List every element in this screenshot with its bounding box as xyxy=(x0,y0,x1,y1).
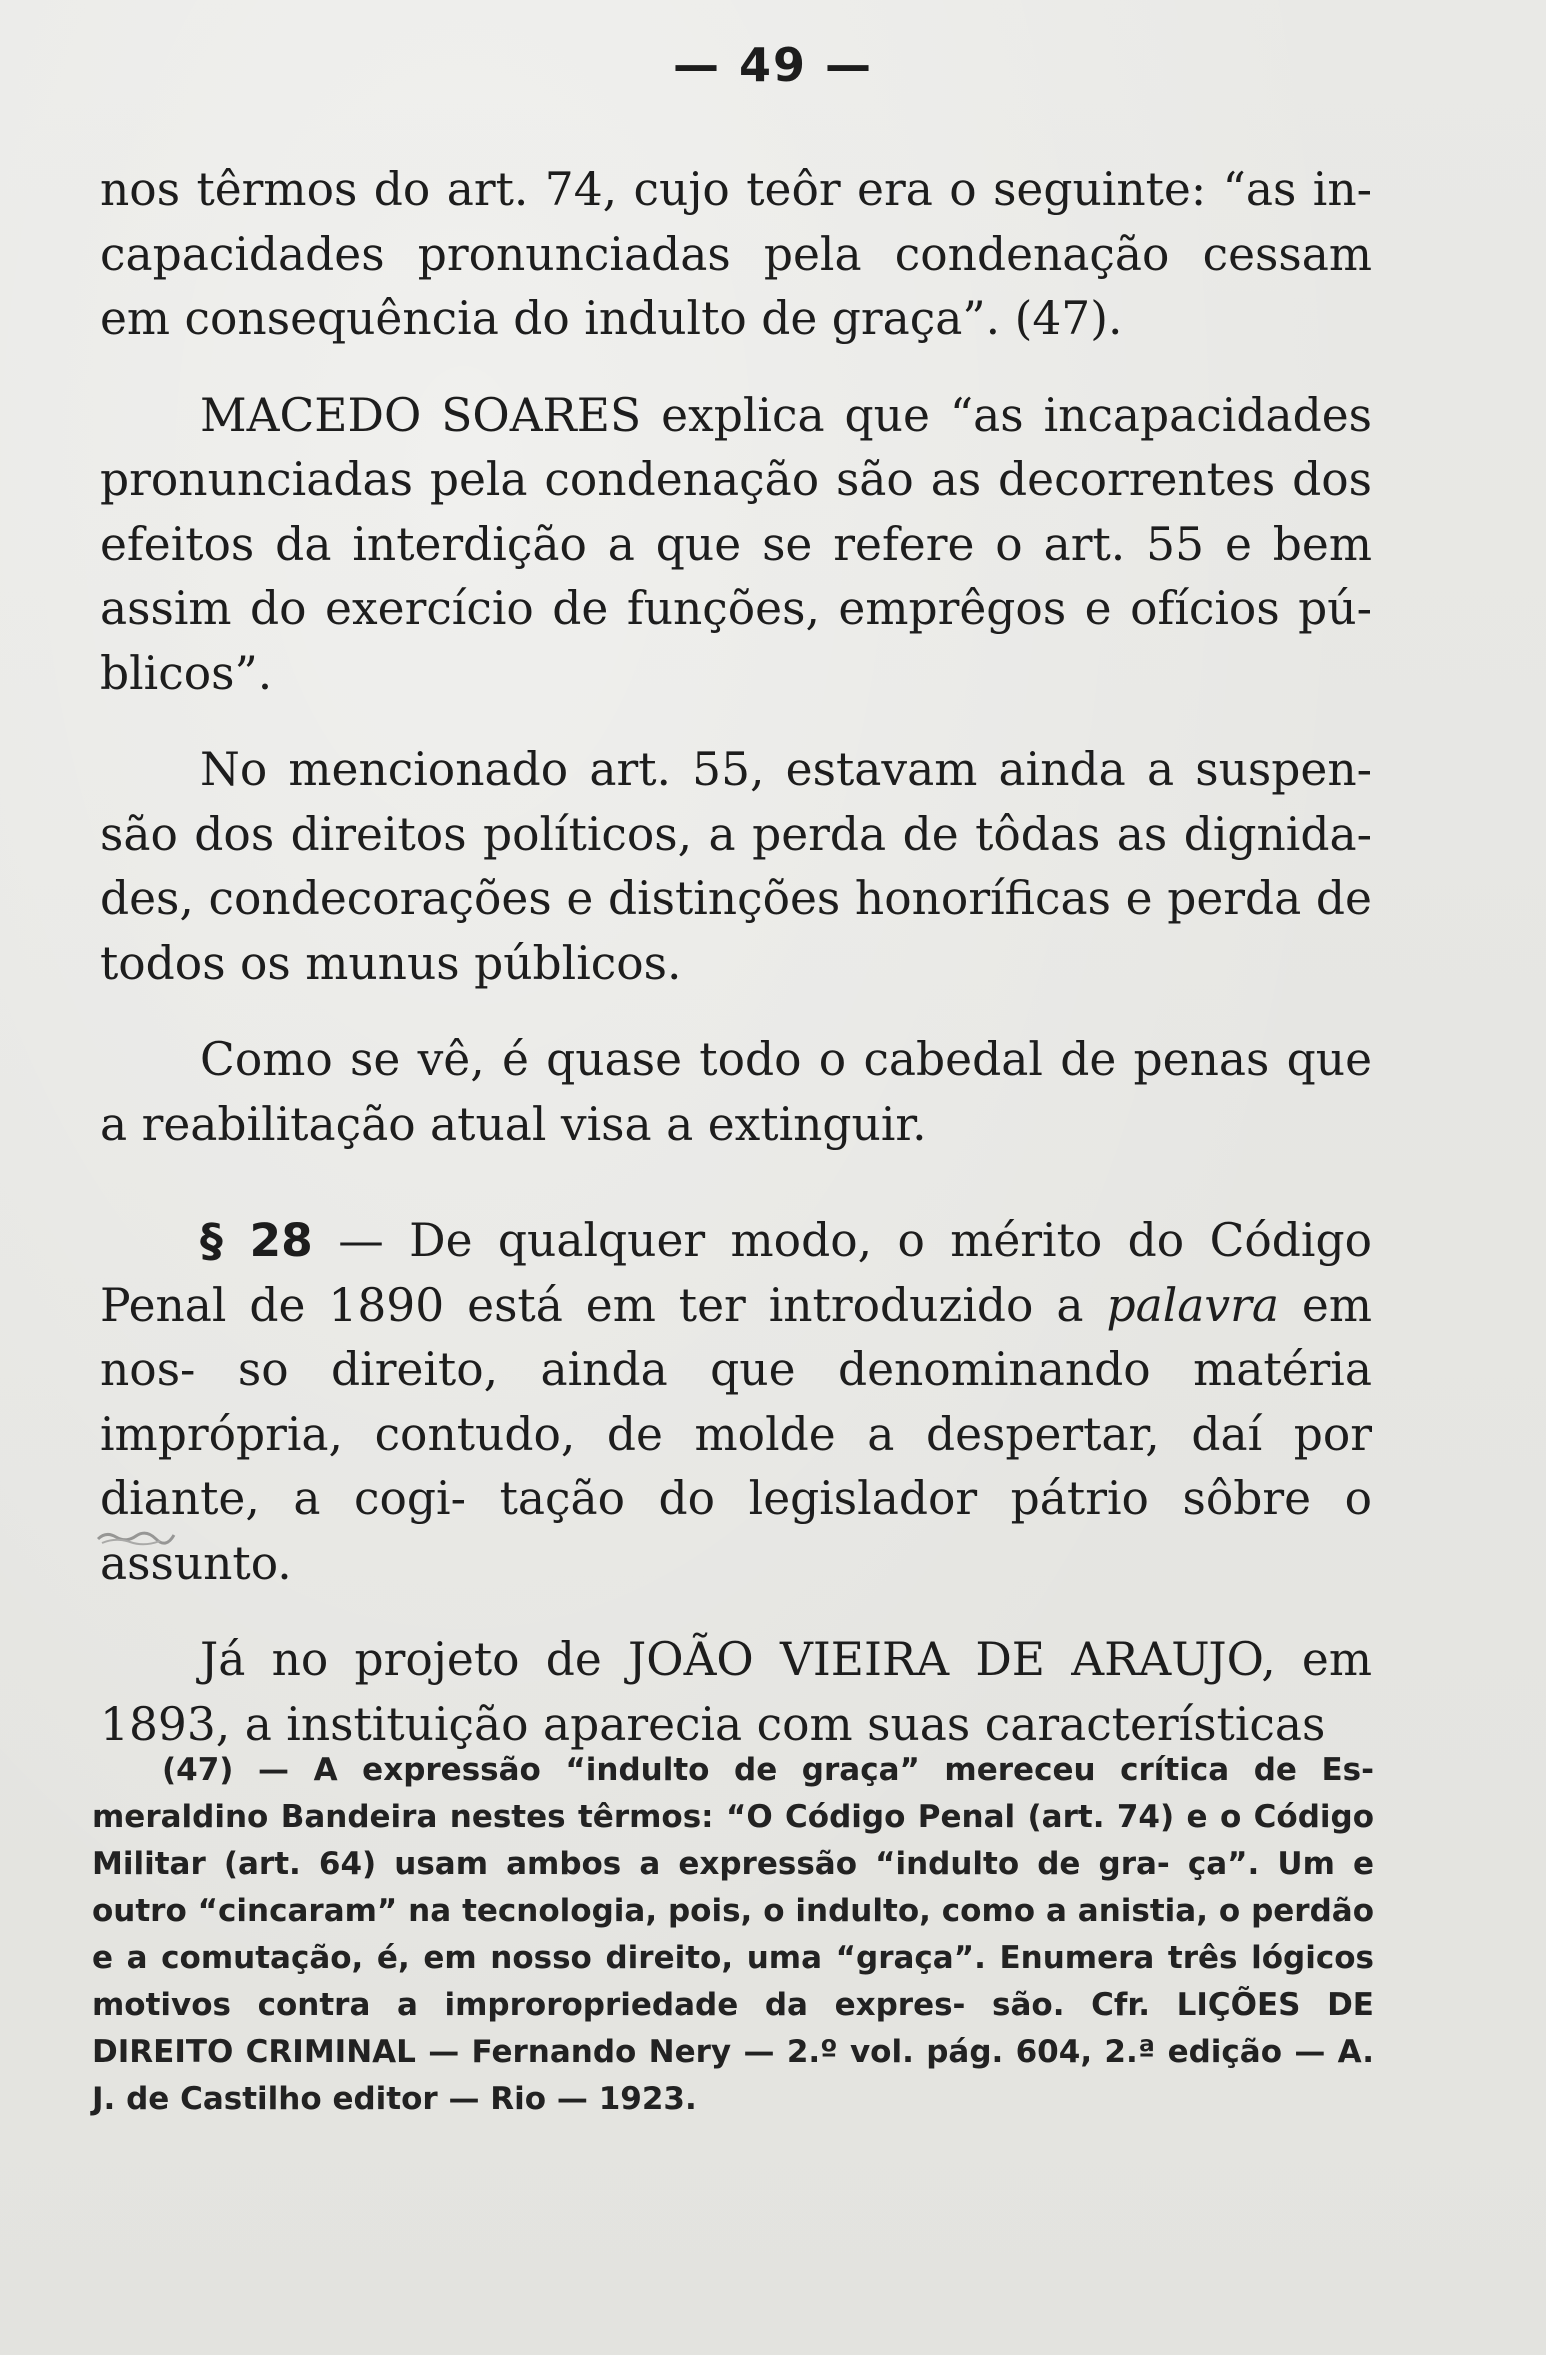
body-text xyxy=(100,158,1372,1789)
footnote-line: são. Cfr. LIÇÕES DE DIREITO CRIMINAL — Fernando Nery — xyxy=(92,1987,1374,2070)
text-line: a reabilitação atual visa a extinguir. xyxy=(100,1097,927,1151)
text-line: Já no projeto de JOÃO VIEIRA DE ARAUJO, em xyxy=(200,1633,1372,1686)
text-line: assim do exercício de funções, emprêgos e ofícios pú- xyxy=(100,582,1372,635)
paragraph-3 xyxy=(100,738,1372,996)
footnote-line: 1923. xyxy=(598,2081,697,2117)
text-line: pronunciadas pela condenação são as decorrentes dos xyxy=(100,453,1372,506)
paragraph-2 xyxy=(100,384,1372,707)
ink-smudge xyxy=(96,1527,176,1547)
paragraph-1 xyxy=(100,158,1372,352)
text-line: capacidades pronunciadas pela condenação cessam em xyxy=(100,227,1372,345)
footnote-line: (47) — A expressão “indulto de graça” mereceu crítica de Es- xyxy=(162,1752,1374,1788)
text-line: efeitos da interdição a que se refere o art. 55 e bem xyxy=(100,517,1372,571)
text-line: Penal de 1890 está em ter introduzido a xyxy=(100,1278,1107,1332)
text-line: em nos- xyxy=(100,1278,1372,1396)
text-line: tação do legislador pátrio sôbre o assunto. xyxy=(100,1472,1372,1590)
text-line: contudo, de molde a despertar, daí por diante, a cogi- xyxy=(100,1407,1372,1525)
paragraph-6 xyxy=(100,1628,1372,1757)
text-line: MACEDO SOARES explica que “as incapacidades xyxy=(200,388,1372,442)
footnote-line: Código Militar (art. 64) usam ambos a expressão “indulto de gra- xyxy=(92,1799,1374,1882)
paragraph-4 xyxy=(100,1028,1372,1157)
footnote-line: meraldino Bandeira nestes têrmos: “O Código Penal (art. 74) e o xyxy=(92,1799,1242,1835)
text-line: blicos”. xyxy=(100,646,273,700)
text-line: des, condecorações e distinções honoríficas e perda de xyxy=(100,872,1372,925)
footnote-line: 2.º vol. pág. 604, 2.ª edição — A. J. de Castilho editor — Rio — xyxy=(92,2034,1375,2117)
footnote-line: ça”. Um e outro “cincaram” na tecnologia, pois, o indulto, como a xyxy=(92,1846,1375,1929)
text-line: nos têrmos do art. 74, cujo teôr era o seguinte: “as in- xyxy=(100,163,1372,216)
text-line: 1893, a instituição aparecia com suas características xyxy=(100,1697,1326,1751)
page-number: — 49 — xyxy=(672,38,874,92)
text-line: No mencionado art. 55, estavam ainda a suspen- xyxy=(200,743,1372,796)
text-line: Como se vê, é quase todo o cabedal de penas que xyxy=(200,1033,1372,1086)
footnote-47 xyxy=(92,1747,1374,2123)
text-line: so direito, ainda que denominando matéria imprópria, xyxy=(100,1343,1372,1461)
footnote-line: Enumera três lógicos motivos contra a improropriedade da expres- xyxy=(92,1940,1374,2023)
text-line: são dos direitos políticos, a perda de tôdas as dignida- xyxy=(100,807,1372,861)
paragraph-section-28 xyxy=(100,1209,1372,1596)
text-line: todos os munus públicos. xyxy=(100,936,682,990)
text-line: consequência do indulto de graça”. (47). xyxy=(184,292,1123,345)
italic-word: palavra xyxy=(1106,1278,1279,1332)
footnote-line: anistia, o perdão e a comutação, é, em nosso direito, uma “graça”. xyxy=(92,1893,1375,1976)
text-line: — De qualquer modo, o mérito do Código xyxy=(312,1214,1372,1267)
section-mark: § 28 xyxy=(200,1214,313,1267)
